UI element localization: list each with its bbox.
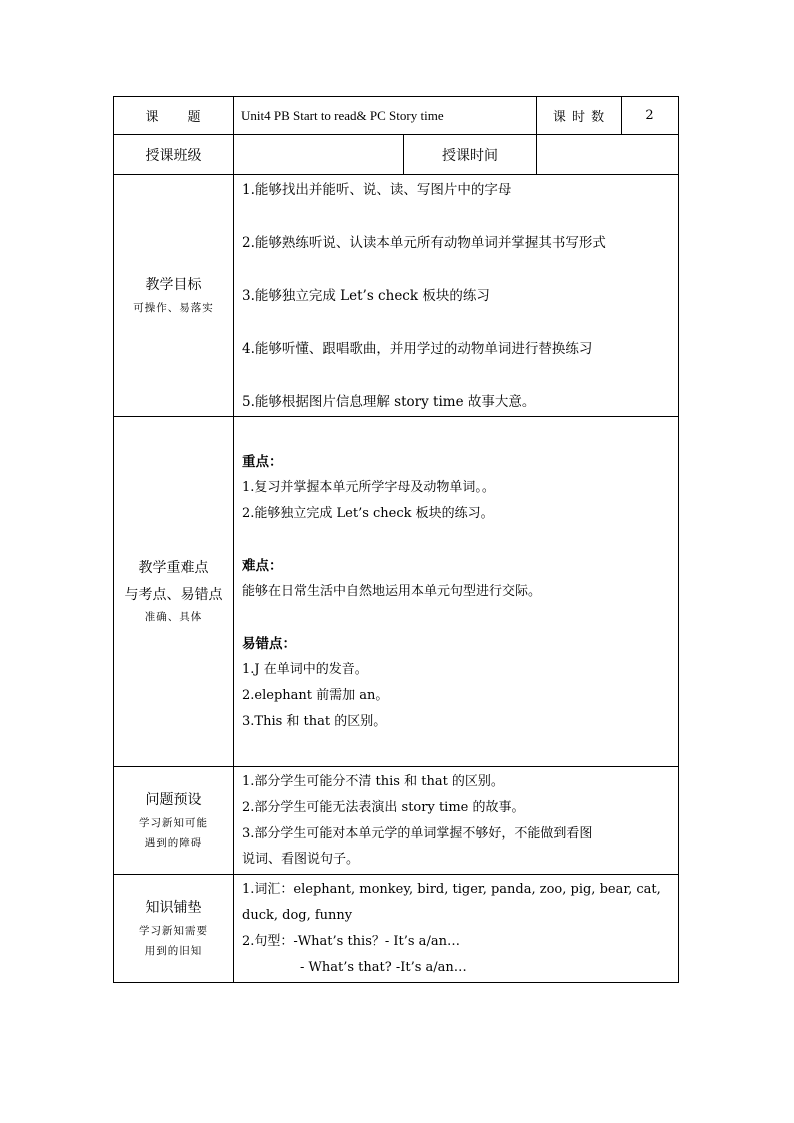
- problems-label-cell: [114, 767, 234, 875]
- problems-label: 问题预设: [145, 792, 202, 809]
- knowledge-content: [234, 875, 679, 983]
- knowledge-item: 2.句型：-What’s this？- It’s a/an…: [242, 933, 460, 949]
- problem-item: 3.部分学生可能对本单元学的单词掌握不够好，不能做到看图: [242, 825, 593, 841]
- topic-value: Unit4 PB Start to read& PC Story time: [234, 97, 537, 135]
- problem-item: 2.部分学生可能无法表演出 story time 的故事。: [242, 799, 525, 815]
- error-item: 3.This 和 that 的区别。: [242, 713, 387, 729]
- difficulty-title: 难点：: [242, 557, 283, 574]
- error-item: 1.J 在单词中的发音。: [242, 661, 368, 677]
- objective-item: 4.能够听懂、跟唱歌曲，并用学过的动物单词进行替换练习: [242, 340, 593, 357]
- objective-item: 3.能够独立完成 Let’s check 板块的练习: [242, 287, 490, 304]
- class-value: [234, 135, 404, 175]
- difficulty-item: 能够在日常生活中自然地运用本单元句型进行交际。: [242, 583, 542, 599]
- focus-item: 1.复习并掌握本单元所学字母及动物单词。。: [242, 479, 495, 495]
- focus-item: 2.能够独立完成 Let’s check 板块的练习。: [242, 505, 494, 521]
- knowledge-label: 知识铺垫: [145, 900, 202, 917]
- objectives-content: [234, 175, 679, 417]
- key-points-label-line2: 与考点、易错点: [124, 586, 223, 603]
- key-points-row: [114, 417, 679, 767]
- error-item: 2.elephant 前需加 an。: [242, 687, 389, 703]
- problems-sublabel-line1: 学习新知可能: [139, 816, 208, 829]
- knowledge-sublabel-line2: 用到的旧知: [144, 944, 203, 957]
- periods-label: 课 时 数: [537, 97, 622, 135]
- time-value: [537, 135, 679, 175]
- topic-label: 课 题: [114, 97, 234, 135]
- class-label: 授课班级: [114, 135, 234, 175]
- problems-sublabel-line2: 遇到的障碍: [144, 836, 203, 849]
- problem-item: 说词、看图说句子。: [242, 851, 360, 867]
- objectives-label-cell: [114, 175, 234, 417]
- problems-content: [234, 767, 679, 875]
- key-points-content: [234, 417, 679, 767]
- class-row: [114, 135, 679, 175]
- objective-item: 5.能够根据图片信息理解 story time 故事大意。: [242, 393, 536, 410]
- problem-item: 1.部分学生可能分不清 this 和 that 的区别。: [242, 773, 504, 789]
- knowledge-item: 1.词汇：elephant, monkey, bird, tiger, panda, zoo, pig, bear, cat,: [242, 881, 661, 897]
- key-points-label-line1: 教学重难点: [138, 559, 209, 576]
- objectives-row: [114, 175, 679, 417]
- error-title: 易错点：: [242, 635, 296, 652]
- topic-row: [114, 97, 679, 135]
- problems-row: [114, 767, 679, 875]
- objective-item: 1.能够找出并能听、说、读、写图片中的字母: [242, 181, 512, 198]
- knowledge-item: - What’s that? -It’s a/an…: [300, 959, 467, 975]
- knowledge-sublabel-line1: 学习新知需要: [139, 924, 208, 937]
- knowledge-row: [114, 875, 679, 983]
- periods-value: 2: [622, 97, 679, 135]
- focus-title: 重点：: [242, 453, 283, 470]
- time-label: 授课时间: [404, 135, 537, 175]
- objectives-label: 教学目标: [145, 277, 202, 294]
- knowledge-label-cell: [114, 875, 234, 983]
- objectives-sublabel: 可操作、易落实: [133, 301, 214, 314]
- lesson-plan-table: [113, 96, 679, 983]
- key-points-sublabel: 准确、具体: [144, 611, 203, 624]
- key-points-label-cell: [114, 417, 234, 767]
- knowledge-item: duck, dog, funny: [242, 907, 353, 923]
- objective-item: 2.能够熟练听说、认读本单元所有动物单词并掌握其书写形式: [242, 234, 606, 251]
